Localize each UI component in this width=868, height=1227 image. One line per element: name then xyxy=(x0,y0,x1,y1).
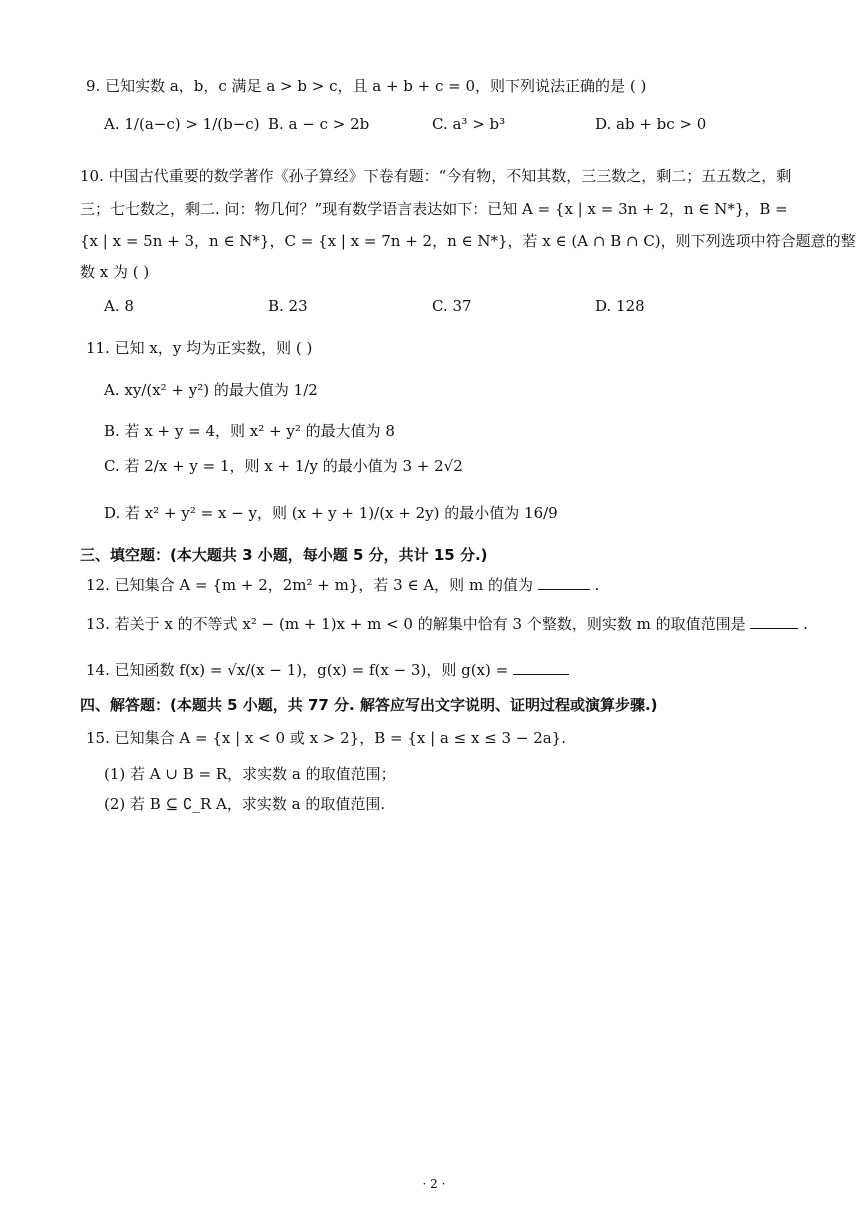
q13 xyxy=(86,614,808,634)
q10-option-b: B. 23 xyxy=(268,297,308,315)
q12 xyxy=(86,575,599,595)
q9-option-a: A. 1/(a−c) > 1/(b−c) xyxy=(104,115,260,133)
q11-option-c: C. 若 2/x + y = 1，则 x + 1/y 的最小值为 3 + 2√2 xyxy=(104,457,463,475)
q10-option-d: D. 128 xyxy=(595,297,645,315)
q14 xyxy=(86,660,569,680)
q9-option-d: D. ab + bc > 0 xyxy=(595,115,707,133)
q12-text: 12. 已知集合 A = {m + 2，2m² + m}，若 3 ∈ A，则 m 的值为 xyxy=(86,576,533,594)
q10-option-a: A. 8 xyxy=(104,297,134,315)
q10-line-4: 数 x 为 ( ) xyxy=(80,263,150,281)
page-number: · 2 · xyxy=(422,1177,446,1191)
q12-end: . xyxy=(594,576,600,594)
q15-part-2: (2) 若 B ⊆ ∁_R A，求实数 a 的取值范围. xyxy=(104,795,386,813)
section-4-heading: 四、解答题：(本题共 5 小题，共 77 分. 解答应写出文字说明、证明过程或演算步骤.) xyxy=(80,696,658,714)
q13-answer-blank[interactable] xyxy=(750,614,798,629)
q13-text: 13. 若关于 x 的不等式 x² − (m + 1)x + m < 0 的解集中恰有 3 个整数，则实数 m 的取值范围是 xyxy=(86,615,746,633)
q11-stem: 11. 已知 x，y 均为正实数，则 ( ) xyxy=(86,339,313,357)
q11-option-d: D. 若 x² + y² = x − y，则 (x + y + 1)/(x + 2y) 的最小值为 16/9 xyxy=(104,504,558,522)
q15-part-1: (1) 若 A ∪ B = R，求实数 a 的取值范围； xyxy=(104,765,396,783)
q9-option-b: B. a − c > 2b xyxy=(268,115,370,133)
q10-line-2: 三；七七数之，剩二. 问：物几何？”现有数学语言表达如下：已知 A = {x | x = 3n + 2，n ∈ N*}，B = xyxy=(80,200,788,218)
q9-stem: 9. 已知实数 a，b，c 满足 a > b > c，且 a + b + c = 0，则下列说法正确的是 ( ) xyxy=(86,77,647,95)
q9-option-c: C. a³ > b³ xyxy=(432,115,506,133)
q14-text: 14. 已知函数 f(x) = √x/(x − 1)，g(x) = f(x − 3)，则 g(x) = xyxy=(86,661,509,679)
q15-stem: 15. 已知集合 A = {x | x < 0 或 x > 2}，B = {x | a ≤ x ≤ 3 − 2a}. xyxy=(86,729,566,747)
q14-answer-blank[interactable] xyxy=(513,660,569,675)
q13-end: . xyxy=(803,615,808,633)
q12-answer-blank[interactable] xyxy=(538,575,590,590)
q10-line-1: 10. 中国古代重要的数学著作《孙子算经》下卷有题：“今有物，不知其数，三三数之，剩二；五五数之，剩 xyxy=(80,167,792,185)
q10-option-c: C. 37 xyxy=(432,297,472,315)
q11-option-a: A. xy/(x² + y²) 的最大值为 1/2 xyxy=(104,381,318,399)
section-3-heading: 三、填空题：(本大题共 3 小题，每小题 5 分，共计 15 分.) xyxy=(80,546,488,564)
q10-line-3: {x | x = 5n + 3，n ∈ N*}，C = {x | x = 7n + 2，n ∈ N*}，若 x ∈ (A ∩ B ∩ C)，则下列选项中符合题意的整 xyxy=(80,232,856,250)
q11-option-b: B. 若 x + y = 4，则 x² + y² 的最大值为 8 xyxy=(104,422,395,440)
